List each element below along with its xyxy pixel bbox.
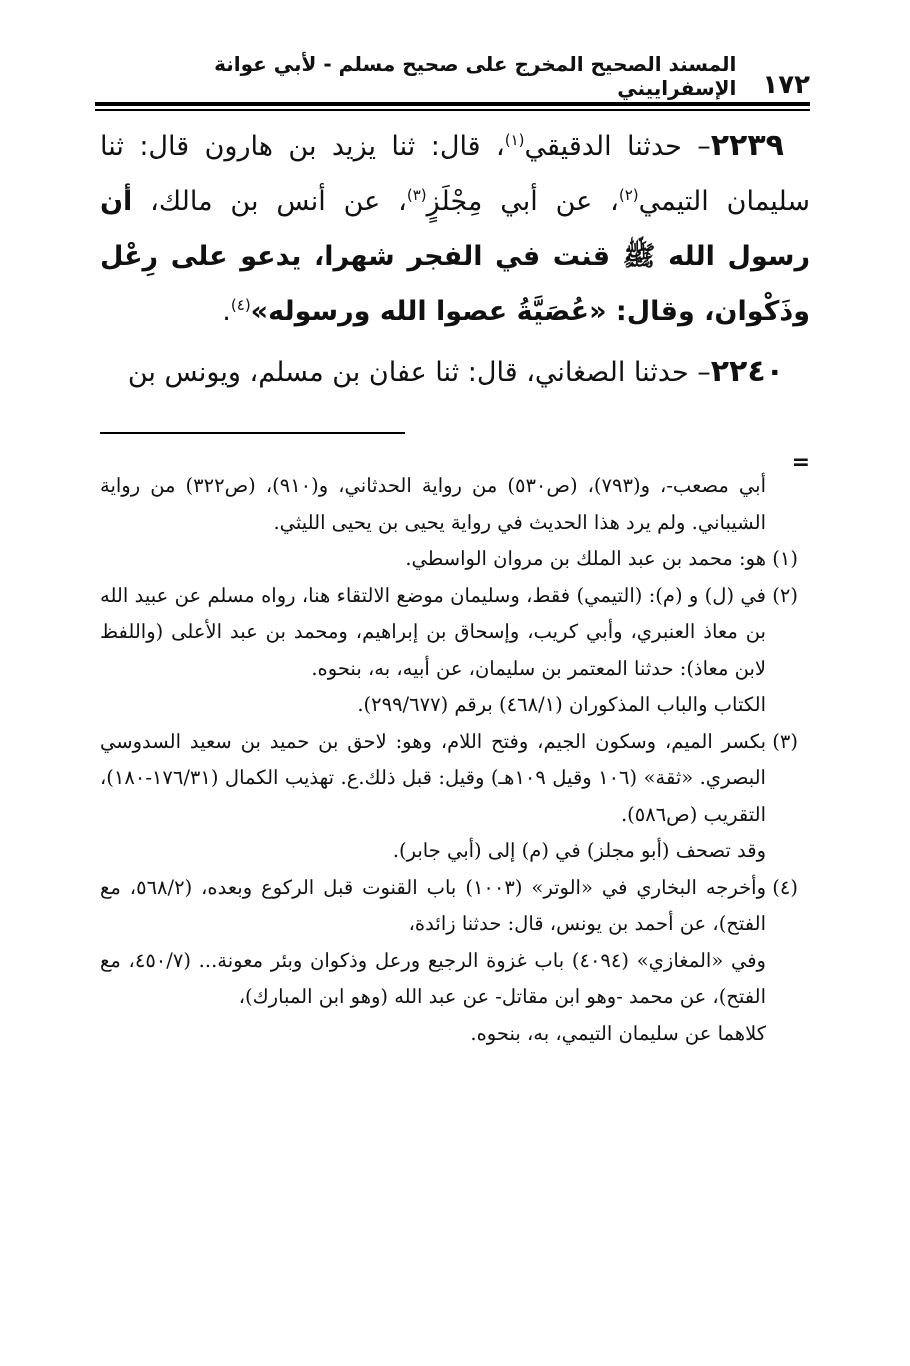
footnote-text: كلاهما عن سليمان التيمي، به، بنحوه.: [470, 1021, 766, 1045]
footnote-2: [100, 578, 798, 688]
hadith-number: ٢٢٤٠: [710, 354, 784, 389]
hadith-text: – حدثنا الصغاني، قال: ثنا عفان بن مسلم، ويونس بن: [127, 357, 711, 388]
footnote-separator: [100, 432, 405, 434]
hadith-text: – حدثنا الدقيقي: [524, 131, 711, 162]
footnote-text: في (ل) و (م): (التيمي) فقط، وسليمان موضع الالتقاء هنا، رواه مسلم عن عبيد الله بن معاذ العنبري، وأبي كريب، وإسحاق بن إبراهيم، ومحمد بن عبد الأعلى (واللفظ لابن معاذ): حدثنا المعتمر بن سليمان، عن أبيه، به، بنحوه.: [100, 583, 766, 680]
footnote-4: [100, 870, 798, 943]
hadith-text: ، قال: ثنا يزيد بن هارون قال: ثنا سليمان التيمي: [100, 131, 811, 217]
header-rule-thin: [95, 109, 810, 111]
hadith-text: .: [222, 296, 231, 327]
hadith-2239: [100, 118, 810, 339]
footnote-text: وفي «المغازي» (٤٠٩٤) باب غزوة الرجيع ورعل وذكوان وبئر معونة... (٤٥٠/٧، مع الفتح)، عن محمد -وهو ابن مقاتل- عن عبد الله (وهو ابن المبارك)،: [100, 948, 766, 1008]
footnote-3: [100, 724, 798, 834]
page-number: ١٧٢: [762, 70, 810, 100]
footnote-text: وقد تصحف (أبو مجلز) في (م) إلى (أبي جابر).: [392, 839, 766, 862]
hadith-text: ، عن أنس بن مالك،: [132, 186, 407, 217]
footnote-ref: (٢): [618, 186, 639, 204]
footnote-ref: (٤): [230, 296, 251, 314]
footnotes: [100, 468, 798, 1052]
footnote-1: [100, 541, 798, 578]
footnote-label: (٢): [772, 583, 798, 607]
continuation-mark: =: [791, 450, 810, 475]
hadith-number: ٢٢٣٩: [710, 128, 784, 163]
footnote-label: (١): [772, 547, 798, 570]
main-text: [100, 118, 810, 405]
footnote-text: هو: محمد بن عبد الملك بن مروان الواسطي.: [405, 547, 766, 570]
footnote-text: وأخرجه البخاري في «الوتر» (١٠٠٣) باب القنوت قبل الركوع وبعده، (٥٦٨/٢، مع الفتح)، عن أحمد بن يونس، قال: حدثنا زائدة،: [100, 875, 766, 935]
footnote-continuation: أبي مصعب-، و(٧٩٣)، (ص٥٣٠) من رواية الحدثاني، و(٩١٠)، (ص٣٢٢) من رواية الشيباني. ولم يرد هذا الحديث في رواية يحيى بن يحيى الليثي.: [100, 474, 766, 534]
footnote-label: (٤): [772, 875, 798, 899]
footnote-text: بكسر الميم، وسكون الجيم، وفتح اللام، وهو: لاحق بن حميد بن سعيد السدوسي البصري. «ثقة» (١٠٦ وقيل ١٠٩هـ) وقيل: قبل ذلك.ع. تهذيب الكمال (١٧٦/٣١-١٨٠)، التقريب (ص٥٨٦).: [100, 729, 766, 826]
footnote-label: (٣): [772, 729, 798, 753]
footnote-ref: (٣): [406, 186, 427, 204]
footnote-text: الكتاب والباب المذكوران (٤٦٨/١) برقم (٢٩٩/٦٧٧).: [357, 693, 766, 716]
running-title: المسند الصحيح المخرج على صحيح مسلم - لأبي عوانة الإسفراييني: [214, 52, 737, 100]
hadith-text: ، عن أبي مِجْلَزٍ: [426, 186, 619, 217]
header-rule-thick: [95, 102, 810, 106]
page-header: [95, 52, 810, 100]
hadith-matn-bold: أن رسول الله ﷺ قنت في الفجر شهرا، يدعو على رِعْل وذَكْوان، وقال: «عُصَيَّةُ عصوا الله ورسوله»: [100, 186, 810, 327]
footnote-ref: (١): [504, 131, 525, 149]
hadith-2240: [100, 344, 810, 400]
